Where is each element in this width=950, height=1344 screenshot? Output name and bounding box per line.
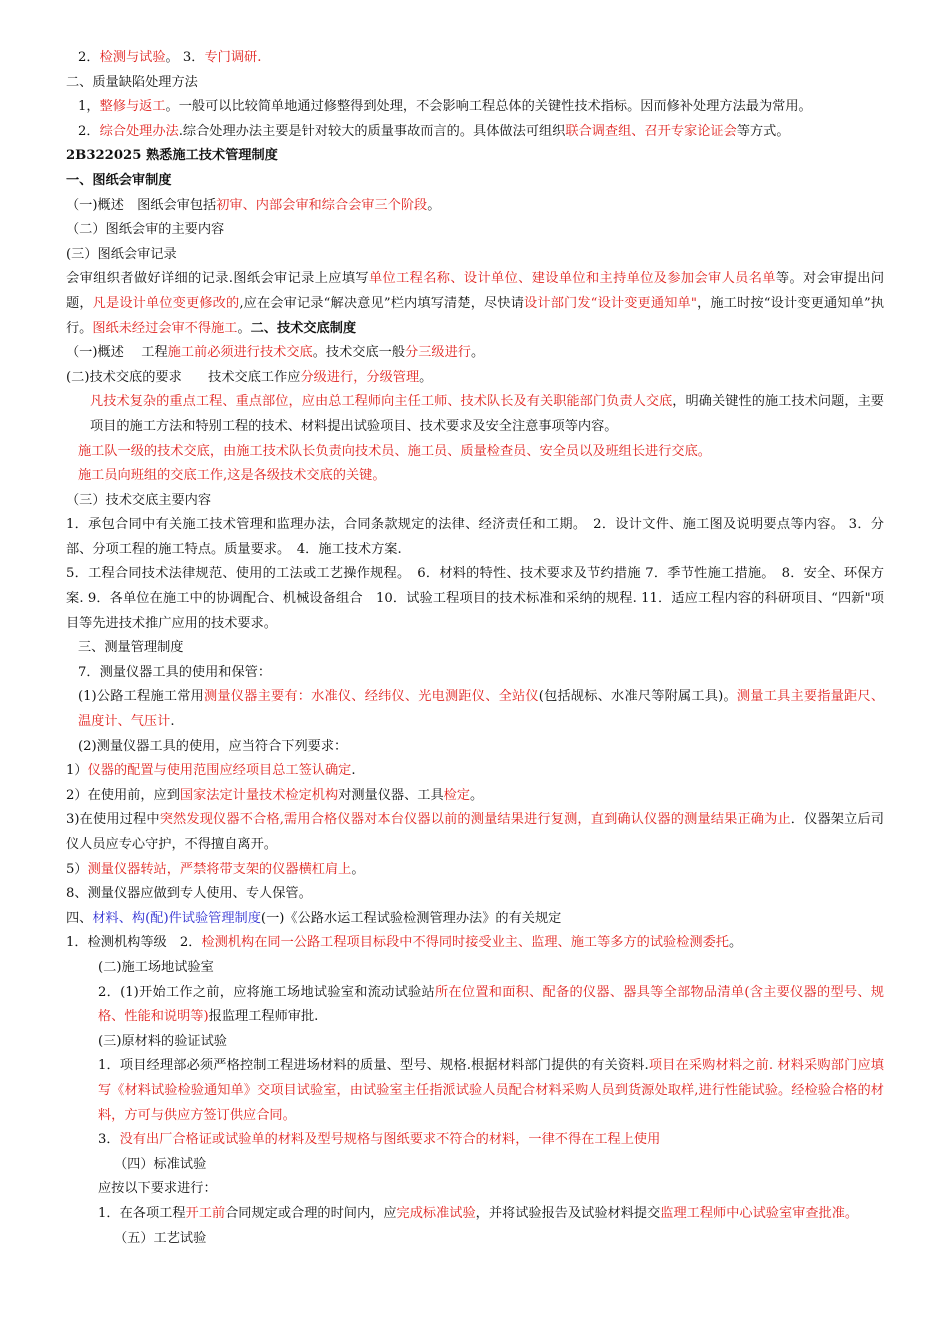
text-line [66, 390, 884, 439]
body-text: ,应在会审记录“解决意见”栏内填写清楚，尽快请 [239, 295, 525, 311]
body-text: ，并将试验报告及试验材料提交 [475, 1205, 661, 1221]
highlighted-text: 突然发现仪器不合格,需用合格仪器对本台仪器以前的测量结果进行复测，直到确认仪器的测量结果正确为止 [159, 812, 791, 828]
body-text: 合同规定或合理的时间内，应 [225, 1205, 397, 1221]
document-page [66, 46, 884, 1251]
text-line [66, 513, 884, 562]
body-text: 二、质量缺陷处理方法 [66, 74, 198, 90]
highlighted-text: 测量工具主要指量距尺、温度计、气压计 [78, 689, 884, 730]
highlighted-text: 检定 [443, 787, 471, 803]
body-text: （三）技术交底主要内容 [66, 492, 212, 508]
highlighted-text: 整修与返工 [99, 99, 166, 115]
highlighted-text: 凡是设计单位变更修改的 [92, 295, 240, 311]
highlighted-text: 项目在采购材料之前. 材料采购部门应填写《材料试验检验通知单》交项目试验室，由试验室主任指派试验人员配合材料采购人员到货源处取样,进行性能试验。经检验合格的材料，方可与供应方签订供应合同。 [98, 1058, 884, 1123]
body-text: 1．项目经理部必须严格控制工程进场材料的质量、型号、规格.根据材料部门提供的有关资料. [98, 1058, 649, 1074]
highlighted-text: 综合处理办法 [99, 123, 179, 139]
body-text: 2．(1)开始工作之前，应将施工场地试验室和流动试验站 [98, 984, 435, 1000]
text-line [66, 1030, 884, 1055]
highlighted-text: 联合调查组、召开专家论证会 [565, 123, 737, 139]
text-line [66, 661, 884, 686]
body-text: (三)原材料的验证试验 [98, 1033, 227, 1049]
body-text: (2)测量仪器工具的使用，应当符合下列要求： [78, 738, 348, 754]
linked-text: 材料、构(配)件试验管理制度 [92, 910, 261, 926]
body-text: (一)《公路水运工程试验检测管理办法》的有关规定 [260, 910, 562, 926]
body-text: 。 [237, 320, 251, 336]
body-text: 1， [78, 99, 100, 115]
highlighted-text: 没有出厂合格证或试验单的材料及型号规格与图纸要求不符合的材料，一律不得在工程上使用 [119, 1132, 661, 1148]
body-text: 三、测量管理制度 [78, 640, 184, 656]
body-text: 。 [728, 935, 743, 951]
highlighted-text: 施工队一级的技术交底，由施工技术队长负责向技术员、施工员、质量检查员、安全员以及班组长进行交底。 [78, 443, 711, 459]
body-text: .综合处理办法主要是针对较大的质量事故而言的。具体做法可组织 [178, 123, 566, 139]
body-text: 四、 [66, 910, 93, 926]
body-text: 3． [98, 1132, 120, 1148]
text-line [66, 243, 884, 268]
highlighted-text: 监理工程师中心试验室审查批准。 [660, 1205, 859, 1221]
highlighted-text: 设计部门发“设计变更通知单" [524, 295, 697, 311]
body-text: (1)公路工程施工常用 [78, 689, 205, 705]
text-line [66, 882, 884, 907]
body-text: 报监理工程师审批. [208, 1009, 319, 1025]
body-text: 对测量仪器、工具 [338, 787, 444, 803]
body-text: 等。对会审提出问题， [66, 271, 884, 311]
body-text: 2． [78, 50, 100, 65]
text-line [66, 907, 884, 932]
text-line [66, 144, 884, 169]
body-text: （五）工艺试验 [114, 1230, 207, 1246]
highlighted-text: 分三级进行 [405, 345, 471, 361]
text-line [66, 1128, 884, 1153]
highlighted-text: 专门调研. [204, 50, 262, 65]
text-line [66, 464, 884, 489]
text-line [66, 489, 884, 514]
body-text: . [170, 714, 175, 730]
highlighted-text: 开工前 [185, 1205, 226, 1221]
text-line [66, 120, 884, 145]
text-line [66, 562, 884, 636]
text-line [66, 46, 884, 71]
highlighted-text: 仪器的配置与使用范围应经项目总工签认确定 [87, 763, 352, 779]
body-text: ，施工时按“设计变更通知单”执行。 [66, 295, 884, 336]
text-line [66, 194, 884, 219]
text-line [66, 440, 884, 465]
text-line [66, 636, 884, 661]
body-text: 1．承包合同中有关施工技术管理和监理办法，合同条款规定的法律、经济责任和工期。 2．设计文件、施工图及说明要点等内容。 3．分部、分项工程的施工特点。质量要求。 4．施工技术方案. [66, 517, 884, 557]
body-text: 等方式。 [736, 123, 790, 139]
text-line [66, 95, 884, 120]
text-line [66, 341, 884, 366]
text-line [66, 685, 884, 734]
text-line [66, 218, 884, 243]
body-text: (二)施工场地试验室 [98, 959, 214, 975]
text-line [66, 267, 884, 341]
body-text: （二）图纸会审的主要内容 [66, 222, 225, 238]
highlighted-text: 图纸未经过会审不得施工 [92, 320, 238, 336]
highlighted-text: 初审、内部会审和综合会审三个阶段 [216, 197, 428, 213]
text-line [66, 956, 884, 981]
highlighted-text: 测量仪器转站，严禁将带支架的仪器横杠肩上 [87, 861, 352, 877]
body-text: 。 3． [165, 50, 205, 65]
body-text: 。 [427, 197, 441, 213]
highlighted-text: 国家法定计量技术检定机构 [179, 787, 339, 803]
body-text: （一)概述 图纸会审包括 [66, 197, 217, 213]
text-line [66, 784, 884, 809]
body-text: 应按以下要求进行： [98, 1181, 217, 1197]
body-text: 。一般可以比较简单地通过修整得到处理，不会影响工程总体的关键性技术指标。因而修补处理方法最为常用。 [165, 99, 812, 115]
highlighted-text: 单位工程名称、设计单位、建设单位和主持单位及参加会审人员名单 [368, 271, 776, 287]
text-line [66, 931, 884, 956]
body-text: . [351, 763, 356, 779]
highlighted-text: 检测与试验 [99, 50, 166, 65]
highlighted-text: 检测机构在同一公路工程项目标段中不得同时接受业主、监理、施工等多方的试验检测委托 [201, 935, 729, 951]
text-line [66, 981, 884, 1030]
text-line [66, 1177, 884, 1202]
body-text: 会审组织者做好详细的记录.图纸会审记录上应填写 [66, 271, 369, 287]
text-line [66, 1054, 884, 1128]
body-text: (三）图纸会审记录 [66, 246, 177, 262]
text-line [66, 858, 884, 883]
highlighted-text: 凡技术复杂的重点工程、重点部位，应由总工程师向主任工师、技术队长及有关职能部门负责人交底 [90, 394, 673, 410]
body-text: （四）标准试验 [114, 1156, 207, 1172]
body-text: 。 [470, 345, 485, 361]
text-line [66, 169, 884, 194]
text-line [66, 735, 884, 760]
highlighted-text: 所在位置和面积、配备的仪器、器具等全部物品清单(含主要仪器的型号、规格、性能和说明等) [98, 984, 884, 1025]
text-line [66, 1202, 884, 1227]
body-text: (二)技术交底的要求 技术交底工作应 [66, 369, 301, 385]
highlighted-text: 施工员向班组的交底工作,这是各级技术交底的关键。 [78, 468, 386, 484]
body-text: (包括觇标、水准尺等附属工具)。 [538, 689, 737, 705]
body-text: 5） [66, 861, 88, 877]
heading-text: 2B322025 熟悉施工技术管理制度 [66, 148, 278, 164]
body-text: 。 [351, 861, 365, 877]
highlighted-text: 分级进行，分级管理 [300, 369, 420, 385]
highlighted-text: 测量仪器主要有：水准仪、经纬仪、光电测距仪、全站仪 [204, 689, 539, 705]
text-line [66, 1153, 884, 1178]
body-text: ，明确关键性的施工技术问题，主要项目的施工方法和特别工程的技术、材料提出试验项目、技术要求及安全注意事项等内容。 [90, 394, 884, 434]
text-line [66, 808, 884, 857]
body-text: 。 [470, 787, 484, 803]
body-text: ．仪器架立后司仪人员应专心守护，不得擅自离开。 [66, 812, 884, 852]
body-text: 3)在使用过程中 [66, 812, 160, 828]
text-line [66, 1227, 884, 1252]
body-text: 。技术交底一般 [312, 345, 406, 361]
body-text: 8、测量仪器应做到专人使用、专人保管。 [66, 886, 312, 902]
body-text: （一)概述 工程 [66, 345, 168, 361]
body-text: 1） [66, 763, 88, 779]
heading-text: 一、图纸会审制度 [66, 172, 172, 188]
body-text: 7．测量仪器工具的使用和保管： [78, 664, 272, 680]
body-text: 1．在各项工程 [98, 1205, 186, 1221]
body-text: 2）在使用前，应到 [66, 787, 180, 803]
heading-text: 二、技术交底制度 [250, 320, 357, 336]
body-text: 1．检测机构等级 2． [66, 935, 202, 951]
text-line [66, 759, 884, 784]
text-line [66, 366, 884, 391]
highlighted-text: 完成标准试验 [396, 1205, 476, 1221]
body-text: 。 [419, 369, 433, 385]
body-text: 2． [78, 123, 100, 139]
body-text: 5．工程合同技术法律规范、使用的工法或工艺操作规程。 6．材料的特性、技术要求及节约措施 7．季节性施工措施。 8．安全、环保方案. 9．各单位在施工中的协调配合、机械设备组合 10．试验工程项目的技术标准和采纳的规程. 11．适应工程内容的科研项目、“四新"项目等先进技术推广应用的技术要求。 [66, 566, 884, 631]
text-line [66, 71, 884, 96]
highlighted-text: 施工前必须进行技术交底 [167, 345, 313, 361]
